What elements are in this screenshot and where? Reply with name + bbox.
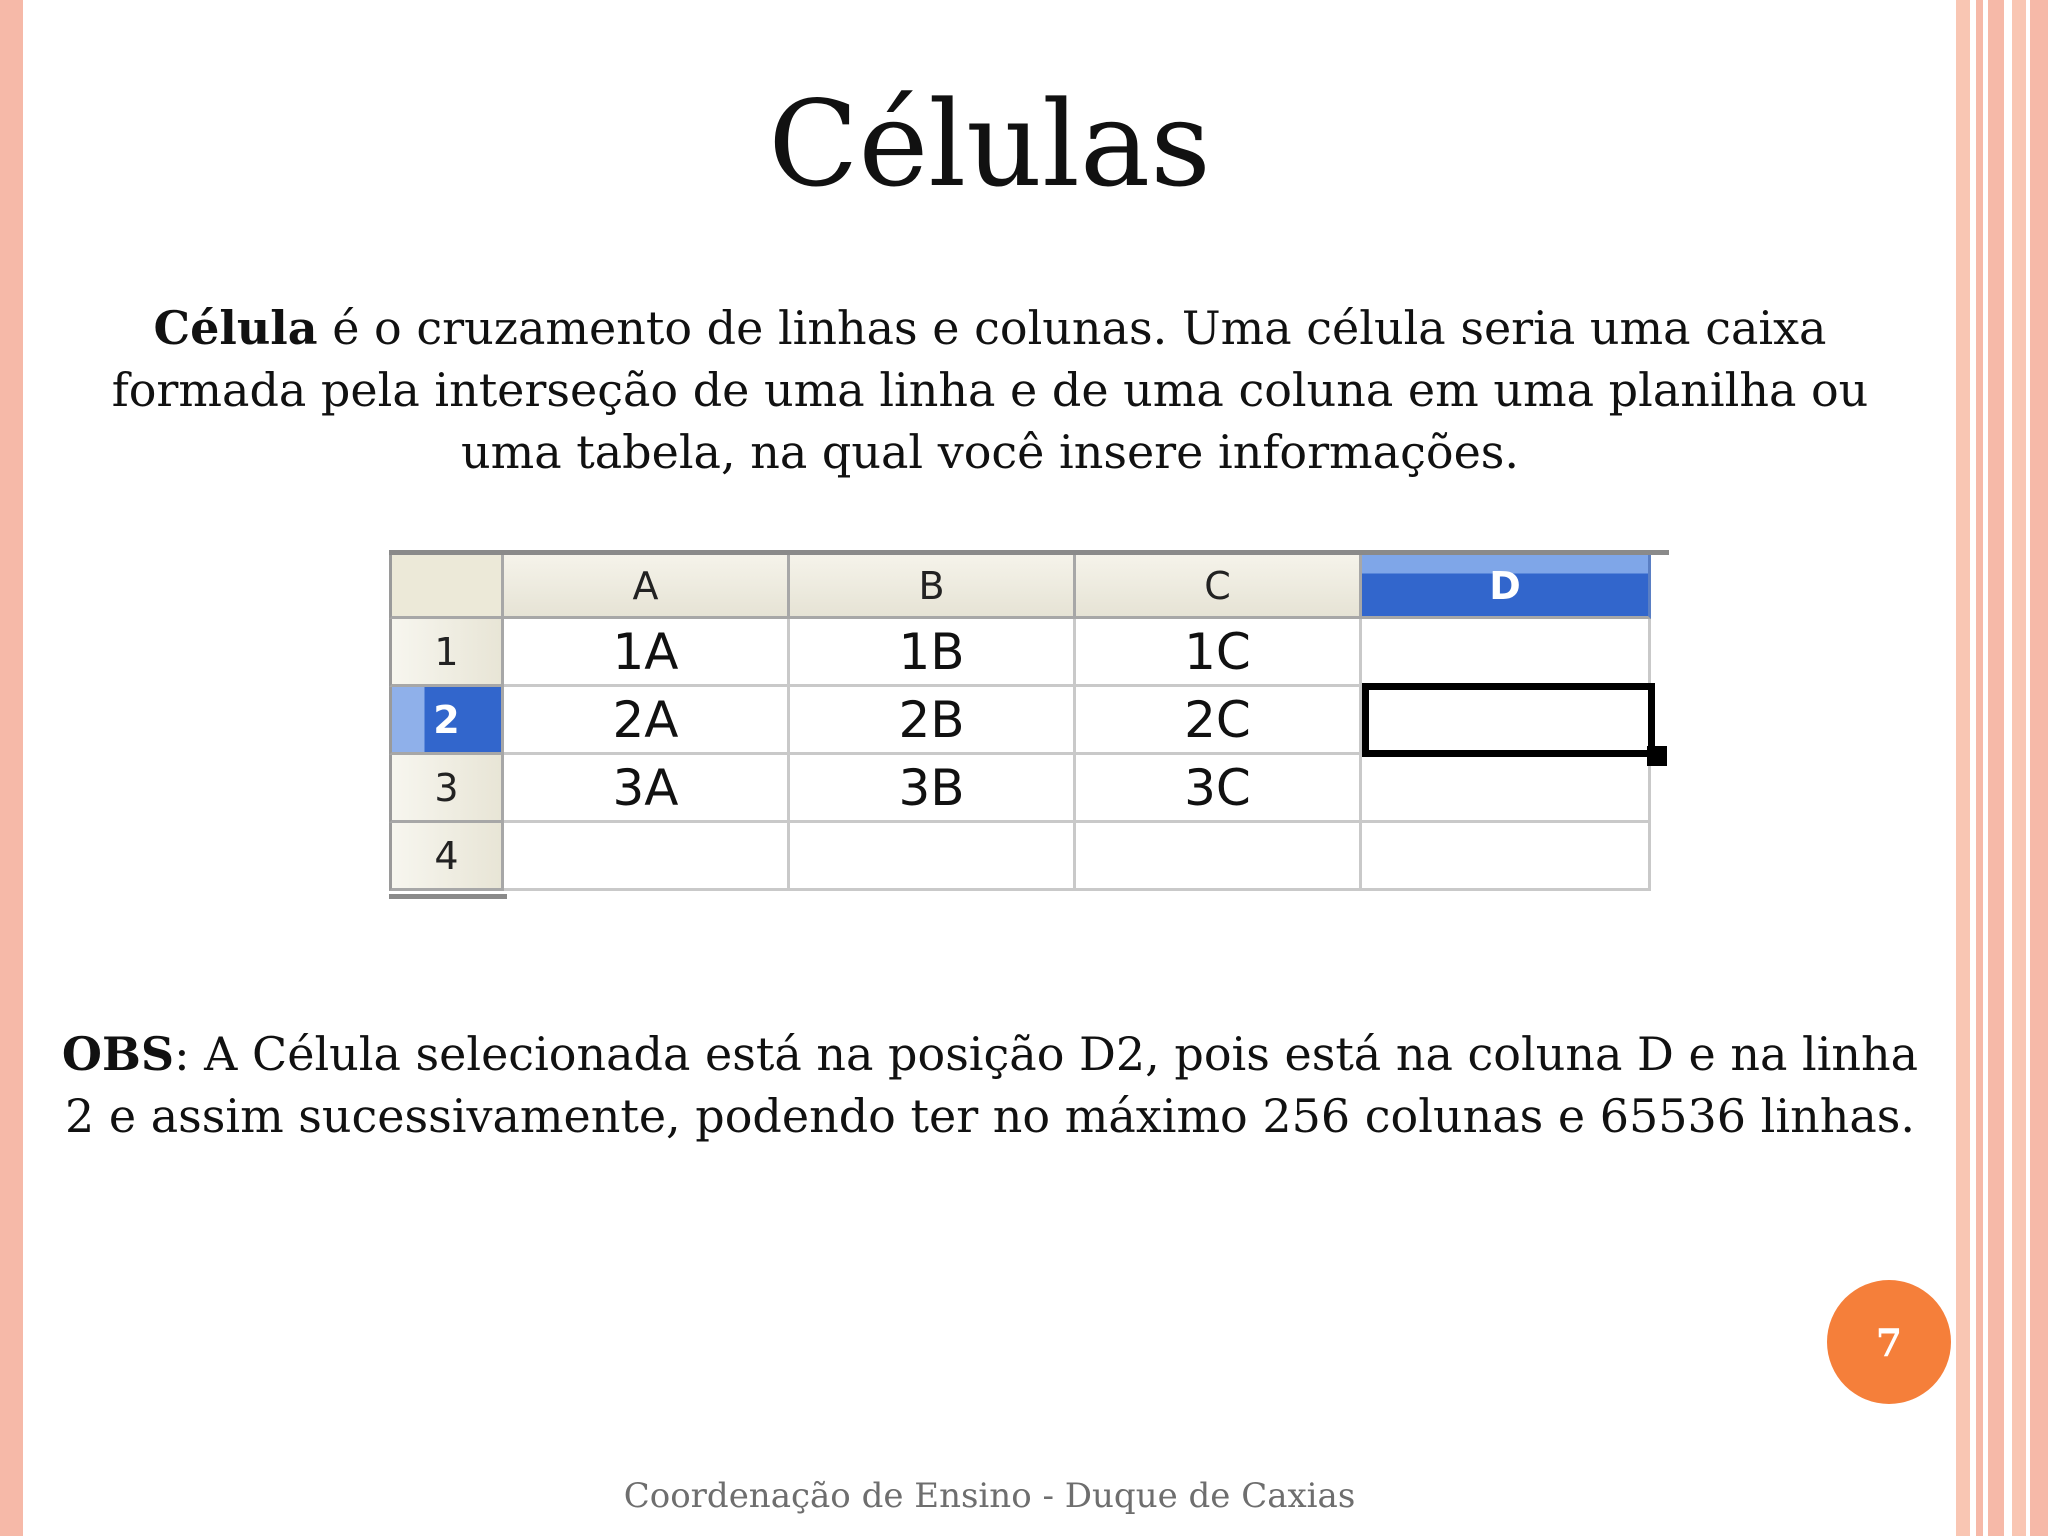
cell-d4 [1362, 823, 1651, 891]
cell-b1: 1B [790, 619, 1076, 687]
cell-d3 [1362, 755, 1651, 823]
row-header-4: 4 [389, 823, 504, 891]
cell-a3: 3A [504, 755, 790, 823]
cell-d1 [1362, 619, 1651, 687]
cell-b4 [790, 823, 1076, 891]
right-decorative-bar [1988, 0, 2004, 1536]
column-header-c: C [1076, 555, 1362, 619]
right-decorative-bar [2030, 0, 2048, 1536]
column-header-b: B [790, 555, 1076, 619]
definition-paragraph [60, 297, 1920, 483]
fill-handle [1647, 746, 1667, 766]
column-header-d-selected: D [1362, 555, 1651, 619]
obs-paragraph [50, 1023, 1930, 1147]
table-row [389, 619, 1651, 687]
page-number-badge: 7 [1827, 1280, 1951, 1404]
obs-term: OBS [61, 1027, 175, 1081]
row-header-3: 3 [389, 755, 504, 823]
cell-b3: 3B [790, 755, 1076, 823]
cell-a2: 2A [504, 687, 790, 755]
select-all-corner [389, 555, 504, 619]
slide-title: Células [768, 75, 1211, 213]
definition-term: Célula [153, 301, 318, 355]
cell-c4 [1076, 823, 1362, 891]
cell-c1: 1C [1076, 619, 1362, 687]
table-row [389, 823, 1651, 891]
column-header-row [389, 555, 1651, 619]
cell-b2: 2B [790, 687, 1076, 755]
column-header-a: A [504, 555, 790, 619]
cell-c2: 2C [1076, 687, 1362, 755]
row-header-1: 1 [389, 619, 504, 687]
cell-a4 [504, 823, 790, 891]
row-header-2-selected: 2 [389, 687, 504, 755]
selected-cell-outline [1362, 683, 1655, 757]
cell-a1: 1A [504, 619, 790, 687]
right-decorative-bar [1956, 0, 1970, 1536]
definition-text: é o cruzamento de linhas e colunas. Uma célula seria uma caixa formada pela interseção de uma linha e de uma coluna em uma planilha ou uma tabela, na qual você insere informações. [111, 301, 1869, 479]
sheet-bottom-border [389, 894, 507, 899]
obs-text: : A Célula selecionada está na posição D2, pois está na coluna D e na linha 2 e assim sucessivamente, podendo ter no máximo 256 colunas e 65536 linhas. [64, 1027, 1919, 1143]
table-row [389, 755, 1651, 823]
right-decorative-bar [1976, 0, 1983, 1536]
cell-c3: 3C [1076, 755, 1362, 823]
footer-text: Coordenação de Ensino - Duque de Caxias [623, 1476, 1356, 1516]
left-decorative-bar [0, 0, 23, 1536]
right-decorative-bar [2012, 0, 2026, 1536]
